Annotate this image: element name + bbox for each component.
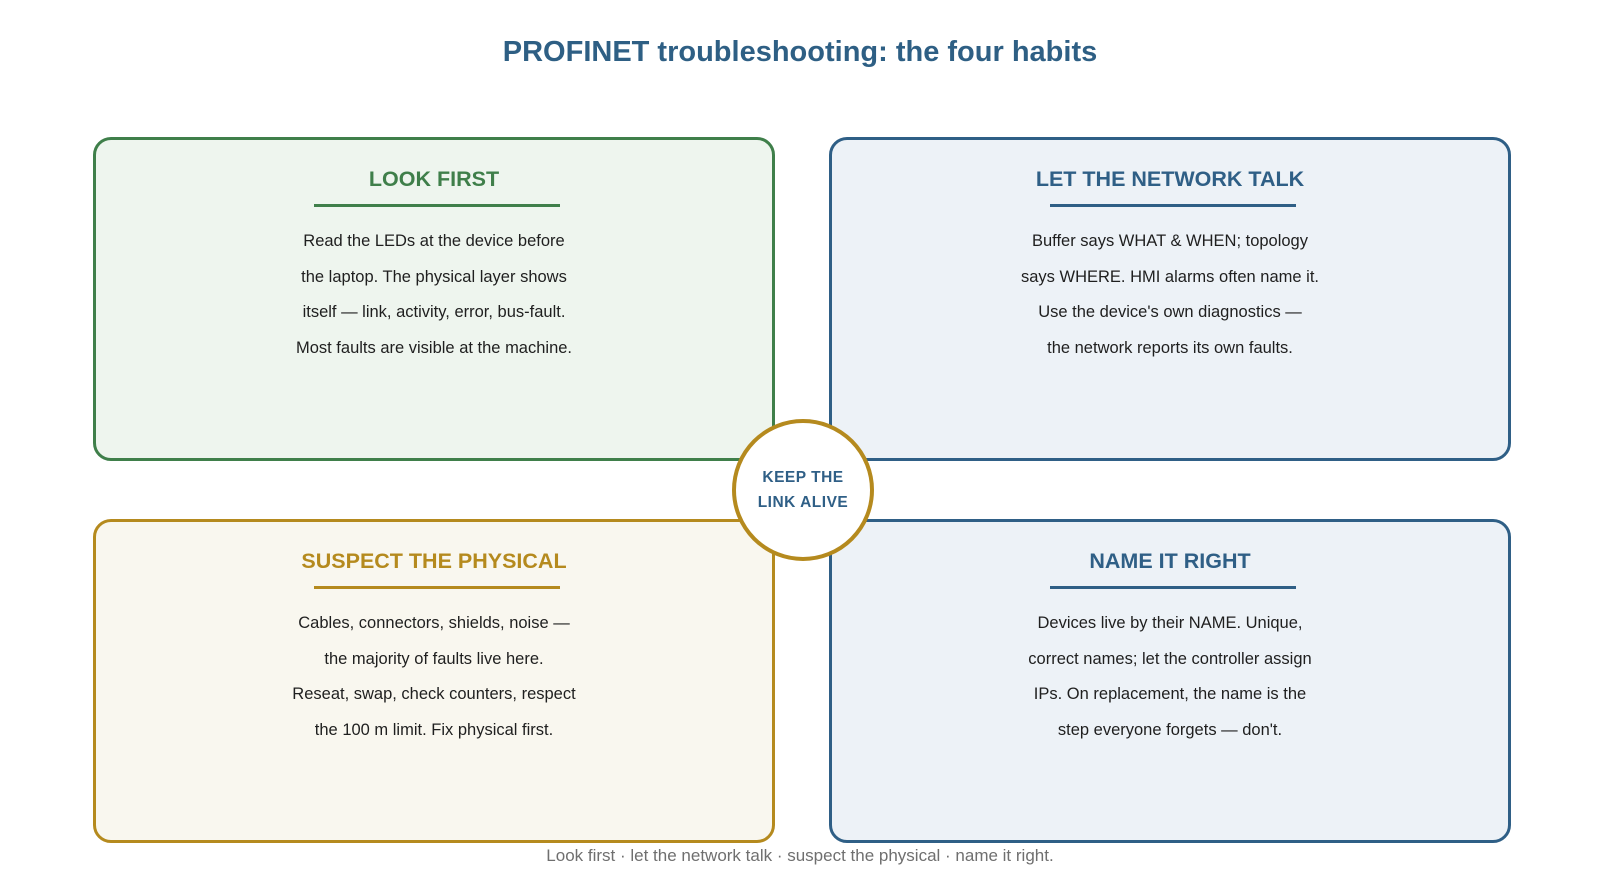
card-text-line: Cables, connectors, shields, noise — bbox=[298, 614, 570, 632]
card-heading: LET THE NETWORK TALK bbox=[1035, 167, 1305, 191]
card-text-line: Reseat, swap, check counters, respect bbox=[292, 685, 576, 703]
card-body bbox=[832, 224, 1508, 366]
card-text-line: Devices live by their NAME. Unique, bbox=[1037, 614, 1303, 632]
center-hub-text: LINK ALIVE bbox=[757, 494, 849, 511]
card-text-line: the laptop. The physical layer shows bbox=[301, 267, 567, 286]
card-text-line: IPs. On replacement, the name is the bbox=[1033, 685, 1307, 703]
card-text-line: correct names; let the controller assign bbox=[1028, 649, 1312, 668]
card-body bbox=[832, 606, 1508, 748]
heading-underline bbox=[1050, 586, 1296, 589]
heading-underline bbox=[1050, 204, 1296, 207]
footer-caption: Look first · let the network talk · suspect the physical · name it right. bbox=[546, 846, 1054, 865]
card-let-the-network-talk bbox=[829, 137, 1511, 461]
card-text-line: itself — link, activity, error, bus-fault. bbox=[302, 303, 566, 321]
card-text-line: Read the LEDs at the device before bbox=[303, 232, 565, 250]
card-suspect-the-physical bbox=[93, 519, 775, 843]
card-heading: NAME IT RIGHT bbox=[1089, 549, 1251, 573]
center-hub-circle bbox=[732, 419, 874, 561]
card-body bbox=[96, 606, 772, 748]
card-text-line: Use the device's own diagnostics — bbox=[1038, 303, 1302, 321]
heading-underline bbox=[314, 586, 560, 589]
card-text-line: Most faults are visible at the machine. bbox=[295, 338, 573, 357]
card-text-line: says WHERE. HMI alarms often name it. bbox=[1021, 267, 1319, 286]
card-text-line: Buffer says WHAT & WHEN; topology bbox=[1031, 232, 1308, 250]
card-look-first bbox=[93, 137, 775, 461]
center-hub-text: KEEP THE bbox=[762, 469, 844, 486]
card-text-line: step everyone forgets — don't. bbox=[1057, 720, 1283, 739]
card-text-line: the majority of faults live here. bbox=[324, 649, 544, 668]
page-title: PROFINET troubleshooting: the four habits bbox=[502, 36, 1098, 68]
card-heading: SUSPECT THE PHYSICAL bbox=[301, 549, 567, 573]
heading-underline bbox=[314, 204, 560, 207]
card-text-line: the network reports its own faults. bbox=[1047, 338, 1293, 357]
card-heading: LOOK FIRST bbox=[368, 167, 500, 191]
card-text-line: the 100 m limit. Fix physical first. bbox=[314, 720, 554, 739]
card-name-it-right bbox=[829, 519, 1511, 843]
card-body bbox=[96, 224, 772, 366]
